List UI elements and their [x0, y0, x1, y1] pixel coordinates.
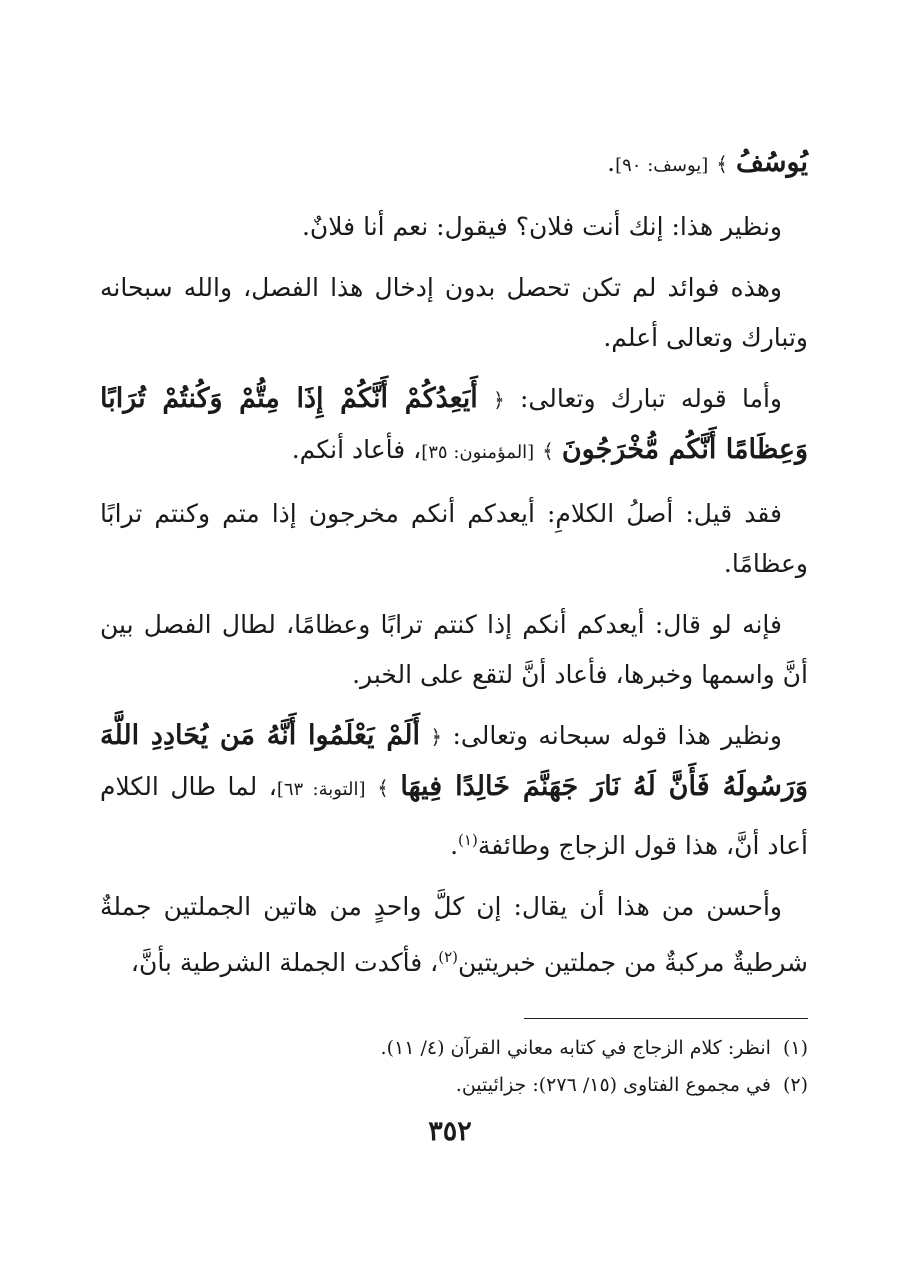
footnote-number: (١): [782, 1037, 808, 1059]
verse-open-bracket: ﴿: [493, 388, 505, 412]
text-segment: وأما قوله تبارك وتعالى:: [519, 384, 782, 413]
verse-close-bracket: ﴾: [542, 439, 554, 463]
paragraph-continuation: [100, 138, 808, 191]
footnote: [100, 1067, 808, 1104]
footnote-marker[interactable]: (١): [458, 831, 478, 849]
paragraph: وهذه فوائد لم تكن تحصل بدون إدخال هذا الفصل، والله سبحانه وتبارك وتعالى أعلم.: [100, 273, 808, 352]
paragraph: [100, 882, 808, 988]
verse-reference: [يوسف: ٩٠]: [615, 155, 709, 176]
quran-verse: أَلَمْ يَعْلَمُوا أَنَّهُ مَن يُحَادِدِ اللَّهَ وَرَسُولَهُ فَأَنَّ لَهُ نَارَ جَهَنَّمَ خَالِدًا فِيهَا: [100, 720, 808, 802]
verse-reference: [المؤمنون: ٣٥]: [421, 442, 535, 463]
verse-close-bracket: ﴾: [377, 776, 389, 800]
text-segment: ، فأعاد أنكم.: [291, 435, 422, 464]
footnote-text: انظر: كلام الزجاج في كتابه معاني القرآن (٤/ ١١).: [380, 1037, 771, 1059]
paragraph-verse: [100, 711, 808, 871]
verse-reference: [التوبة: ٦٣]: [276, 779, 366, 800]
quran-verse: يُوسُفُ: [735, 147, 808, 178]
paragraph: فإنه لو قال: أيعدكم أنكم إذا كنتم ترابًا وعظامًا، لطال الفصل بين أنَّ واسمها وخبرها، فأعاد أنَّ لتقع على الخبر.: [100, 610, 808, 689]
footnote-text: في مجموع الفتاوى (١٥/ ٢٧٦): جزائيتين.: [455, 1074, 771, 1096]
text-segment: ، فأكدت الجملة الشرطية بأنَّ،: [130, 948, 439, 977]
page-number: ٣٥٢: [428, 1116, 472, 1147]
footnote-marker[interactable]: (٢): [438, 948, 458, 966]
text-segment: وأحسن من هذا أن يقال: إن كلَّ واحدٍ من هاتين الجملتين جملةٌ شرطيةٌ مركبةٌ من جملتين خبريتين: [100, 892, 808, 977]
quran-verse: أَيَعِدُكُمْ أَنَّكُمْ إِذَا مِتُّمْ وَكُنتُمْ تُرَابًا وَعِظَامًا أَنَّكُم مُّخْرَجُونَ: [100, 383, 808, 465]
verse-close-bracket: ﴾: [716, 152, 728, 176]
footnote-number: (٢): [782, 1074, 808, 1096]
text-segment: .: [450, 831, 459, 860]
text-segment: ونظير هذا قوله سبحانه وتعالى:: [452, 721, 782, 750]
paragraph: ونظير هذا: إنك أنت فلان؟ فيقول: نعم أنا فلانٌ.: [301, 212, 782, 241]
footnotes: [100, 1030, 808, 1104]
text-segment: .: [607, 148, 616, 177]
text-segment: ، لما طال الكلام أعاد أنَّ، هذا قول الزجاج وطائفة: [100, 772, 808, 860]
footnote-divider: [524, 1018, 808, 1019]
paragraph-verse: [100, 374, 808, 478]
verse-open-bracket: ﴿: [430, 725, 443, 749]
paragraph: فقد قيل: أصلُ الكلامِ: أيعدكم أنكم مخرجون إذا متم وكنتم ترابًا وعظامًا.: [100, 499, 808, 578]
footnote: [100, 1030, 808, 1067]
